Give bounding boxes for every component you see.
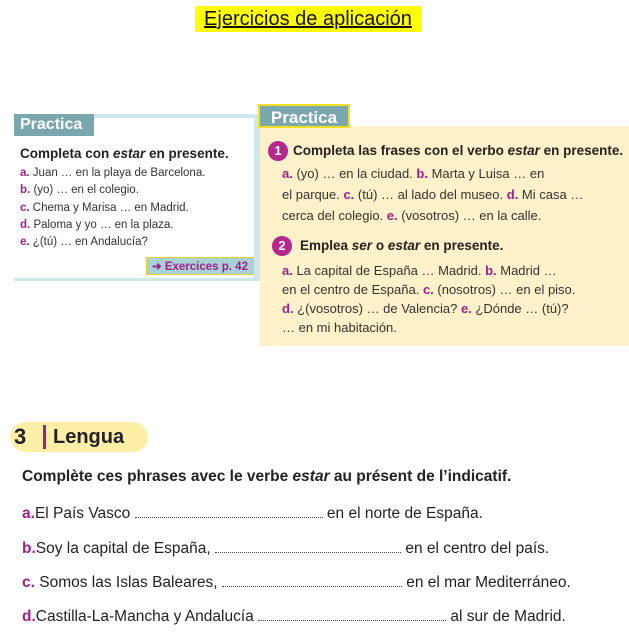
sentence-c: c. Somos las Islas Baleares, en el mar Mediterráneo. — [22, 574, 571, 591]
left-item-d: d. Paloma y yo … en la plaza. — [20, 219, 174, 231]
ex2-line: a. La capital de España … Madrid. b. Madrid … — [282, 263, 557, 278]
sentence-a: a.El País Vasco en el norte de España. — [22, 505, 483, 522]
ex2-line: … en mi habitación. — [282, 320, 397, 335]
ex1-line: cerca del colegio. e. (vosotros) … en la calle. — [282, 208, 542, 223]
exercise-1-number: 1 — [268, 141, 288, 161]
right-practica-badge: Practica — [258, 104, 350, 128]
blank-c[interactable] — [222, 574, 402, 587]
lengua-label: Lengua — [53, 426, 125, 448]
left-item-c: c. Chema y Marisa … en Madrid. — [20, 202, 189, 214]
ex1-line: el parque. c. (tú) … al lado del museo. d. Mi casa … — [282, 187, 584, 202]
lengua-number: 3 — [14, 424, 27, 449]
lengua-divider — [43, 425, 46, 449]
left-practice-card — [14, 114, 260, 281]
left-item-e: e. ¿(tú) … en Andalucía? — [20, 236, 148, 248]
ex2-line: d. ¿(vosotros) … de Valencia? e. ¿Dónde … (tú)? — [282, 301, 569, 316]
exercise-2-heading: Emplea ser o estar en presente. — [300, 238, 504, 253]
left-item-b: b. (yo) … en el colegio. — [20, 184, 139, 196]
page-title: Ejercicios de aplicación — [195, 6, 421, 32]
exercise-1-heading: Completa las frases con el verbo estar en presente. — [293, 143, 624, 158]
left-practica-badge: Practica — [14, 114, 94, 136]
exercise-2-number: 2 — [272, 236, 292, 256]
blank-a[interactable] — [135, 505, 323, 518]
left-heading-text: Completa con estar en presente. — [20, 146, 229, 161]
lengua-instruction: Complète ces phrases avec le verbe estar au présent de l’indicatif. — [22, 468, 512, 485]
left-heading — [20, 146, 229, 161]
sentence-b: b.Soy la capital de España, en el centro del país. — [22, 540, 550, 557]
left-item-a: a. Juan … en la playa de Barcelona. — [20, 167, 206, 179]
sentence-d: d.Castilla-La-Mancha y Andalucía al sur de Madrid. — [22, 608, 566, 625]
ex1-line: a. (yo) … en la ciudad. b. Marta y Luisa … en — [282, 166, 545, 181]
blank-d[interactable] — [258, 608, 446, 621]
ex2-line: en el centro de España. c. (nosotros) … en el piso. — [282, 282, 576, 297]
blank-b[interactable] — [215, 540, 401, 553]
exercices-link[interactable]: ➜ Exercices p. 42 — [146, 257, 254, 275]
